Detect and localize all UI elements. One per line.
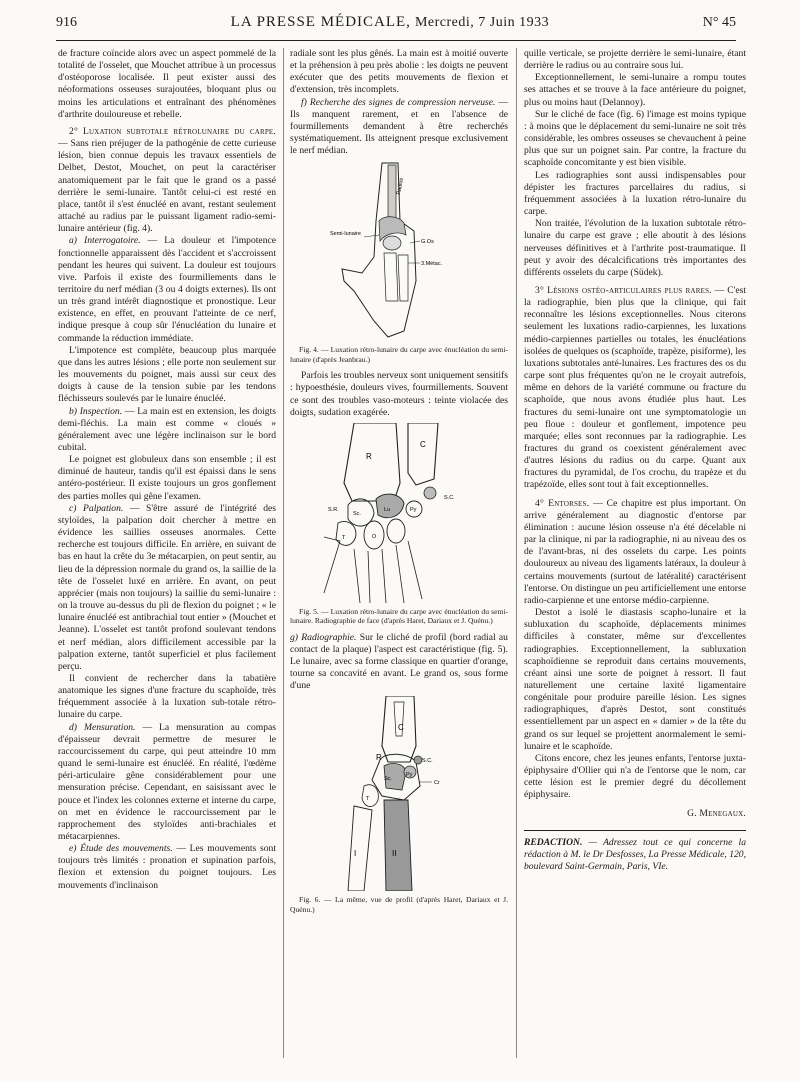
paragraph: c) Palpation. — S'être assuré de l'intégrité des styloïdes, la palpation doit chercher à mettre en évidence les saillies osseuses anormales. Cette recherche est toujours difficile. En arrière, en suivant de bas en haut la crête du 3e métacarpien, on peut sentir, au lieu de la dépression normale du grand os, la saillie de la tête de l'osselet luxé en arrière. En avant, on peut apprécier (mais non toujours) la saillie du semi-lunaire : on la trouve au-dessus du pli de flexion du poignet ; « le lunaire énucléé est antibrachial tout entier » (Mouchet et Jeanne). L'osselet est tantôt profond soulevant tendons et nerf médian, alors difficilement accessible par la palpation externe, tantôt superficiel et plus facilement perçu. xyxy=(58,502,276,672)
figure-4-caption: Fig. 4. — Luxation rétro-lunaire du carpe avec énucléation du semi-lunaire (d'après Jeanbrau.) xyxy=(290,345,508,364)
section-heading-4: 4° Entorses. — Ce chapitre est plus important. On arrive généralement au diagnostic d'entorse par élimination : aucune lésion osseuse n'a été décelable ni par la clinique, ni par la radiographie, ni au niveau des os de l'avant-bras, ni des osselets du carpe. Les points douloureux au niveau des ligaments latéraux, la douleur à certains mouvements (surtout de latéralité) caractérisent l'entorse. On distingue un peu artificiellement une entorse radio-carpienne et une entorse médio-carpienne. xyxy=(524,497,746,606)
page-number: 916 xyxy=(56,15,77,30)
fig5-label-c: C xyxy=(420,439,426,449)
fig6-label-sc-right: S.C. xyxy=(422,758,433,765)
fig6-label-py: Py xyxy=(406,772,413,779)
fig4-label-radius: Radius xyxy=(396,177,405,196)
paragraph: f) Recherche des signes de compression nerveuse. — Ils manquent rarement, et en l'absence de fourmillements demandent à être recherchés systématiquement. Ils atteignent presque exclusivement le nerf médian. xyxy=(290,96,508,157)
column-rule-2 xyxy=(516,48,517,1058)
fig6-label-c: C xyxy=(398,723,404,733)
paragraph: Exceptionnellement, le semi-lunaire a rompu toutes ses attaches et se trouve à la face antérieure du poignet, plus ou moins haut (Delannoy). xyxy=(524,72,746,108)
fig5-label-sr: S.R. xyxy=(328,506,339,513)
issue-number: N° 45 xyxy=(702,15,736,30)
fig5-label-py: Py xyxy=(410,506,417,513)
paragraph: e) Étude des mouvements. — Les mouvements sont toujours très limités : pronation et supination parfois, flexion et extension du poignet toujours. Les mouvements d'inclinaison xyxy=(58,843,276,891)
fig5-label-sc: Sc. xyxy=(353,510,361,517)
paragraph: de fracture coïncide alors avec un aspect pommelé de la totalité de l'osselet, que Mouchet attribue à un processus d'ostéoporose localisée. Il peut exister aussi des néoformations osseuses surajoutées, bloquant plus ou moins les articulations et entraînant des phénomènes d'arthrite douloureuse et rebelle. xyxy=(58,48,276,120)
column-2 xyxy=(290,48,508,1068)
hand-skeleton-drawing xyxy=(324,161,474,341)
paragraph: Le poignet est globuleux dans son ensemble ; il est diminué de hauteur, tandis qu'il est épaissi dans le sens antéro-postérieur. Il existe toujours un gros gonflement des parties molles qui gêne l'examen. xyxy=(58,454,276,502)
fig5-label-t: T xyxy=(342,534,346,541)
fig5-label-lu: Lu xyxy=(384,506,391,513)
paragraph: Destot a isolé le diastasis scapho-lunaire et la subluxation du scaphoïde, déplacements minimes difficiles à constater, même sur d'excellentes radiographies. Exceptionnellement, la subluxation scaphoïdienne se reproduit dans certains mouvements, créant ainsi une sorte de poignet à ressort. Il faut naturellement une certaine laxité ligamentaire congénitale pour produire pareille lésion. Les signes radiographiques, d'après Destot, sont constitués essentiellement par un aspect en « damier » de la tête du grand os sur lequel se projettent anormalement le semi-lunaire et le scaphoïde. xyxy=(524,607,746,752)
paragraph: Parfois les troubles nerveux sont uniquement sensitifs : hypoesthésie, douleurs vives, fourmillements. Souvent ce sont des troubles vaso-moteurs : teinte violacée des doigts, sudation exagérée. xyxy=(290,370,508,418)
fig5-label-sc-right: S.C. xyxy=(444,494,455,501)
figure-5 xyxy=(290,423,508,626)
section-heading-3: 3° Lésions ostéo-articulaires plus rares. — C'est la radiographie, bien plus que la clinique, qui fait reconnaître les lésions exceptionnelles. Nous citerons seulement les luxations radio-carpiennes, les luxations médio-carpiennes partielles ou totales, les énucléations isolées de quelques os (scaphoïde, trapèze, pisiforme), les luxations subtotales anté-lunaires. Les fractures des os du carpe sont plus fréquentes qu'on ne le croyait autrefois, même en dehors de la variété commune ou fracture du scaphoïde, que nous avons étudiée plus haut. Les fractures du semi-lunaire ont une symptomatologie un peu floue : douleur et gonflement, impotence peu marquée; elles sont reconnues par la radiographie. Les fractures du grand os coexistent généralement avec d'autres lésions du radius ou du carpe. Quant aux fractures du pyramidal, de l'os crochu, du trapèze et du trapézoïde, elles sont tout à fait exceptionnelles. xyxy=(524,284,746,491)
redaction-notice: REDACTION. — Adressez tout ce qui concerne la rédaction à M. le Dr Desfosses, La Presse Médicale, 120, boulevard Saint-Germain, Paris, VIe. xyxy=(524,830,746,873)
paragraph: b) Inspection. — La main est en extension, les doigts demi-fléchis. La main est comme « cloués » généralement avec une légère inclinaison sur le bord cubital. xyxy=(58,405,276,453)
fig4-label-gos: G.Os xyxy=(421,239,434,246)
fig6-label-r: R xyxy=(376,753,382,763)
author-signature: G. Menegaux. xyxy=(687,807,746,819)
xray-profile-drawing xyxy=(324,696,474,891)
fig6-label-one: I xyxy=(354,849,357,859)
fig5-label-r: R xyxy=(366,451,372,461)
column-1 xyxy=(58,48,276,1068)
fig6-label-two: II xyxy=(392,849,397,859)
paragraph: radiale sont les plus gênés. La main est à moitié ouverte et la préhension à peu près abolie : les doigts ne peuvent exécuter que des petits mouvements de flexion et d'extension, très incomplets. xyxy=(290,48,508,96)
column-3 xyxy=(524,48,746,1068)
paragraph: Citons encore, chez les jeunes enfants, l'entorse juxta-épiphysaire d'Ollier qui n'a de l'entorse que le nom, car cette lésion est le premier degré du décollement épiphysaire. xyxy=(524,752,746,801)
section-heading-2: 2° Luxation subtotale rétrolunaire du carpe. — Sans rien préjuger de la pathogénie de cette curieuse lésion, bien connue depuis les travaux essentiels de Delbet, Destot, Mouchet, on peut la caractériser anatomiquement par le fait que le grand os a passé derrière le semi-lunaire. Tantôt celui-ci est resté en place, tantôt il s'est énucléé en avant, restant seulement attaché au radius par le puissant ligament radio-semi-lunaire antérieur (fig. 4). xyxy=(58,125,276,235)
paragraph: g) Radiographie. Sur le cliché de profil (bord radial au contact de la plaque) l'aspect est caractéristique (fig. 5). Le lunaire, avec sa forme classique en quartier d'orange, tourne sa concavité en avant. Le grand os, sous forme d'une xyxy=(290,631,508,692)
xray-front-drawing xyxy=(304,423,494,603)
paragraph: d) Mensuration. — La mensuration au compas d'épaisseur devrait permettre de mesurer le raccourcissement du carpe, qui peut atteindre 10 mm quand le semi-lunaire est énucléé. En réalité, l'œdème péri-articulaire gêne considérablement pour une mensuration précise. Cependant, en saisissant avec le pouce et l'index les colonnes externe et interne du carpe, on met en évidence le raccourcissement par le rapprochement des styloïdes anti-brachiales et métacarpiennes. xyxy=(58,721,276,842)
paragraph: a) Interrogatoire. — La douleur et l'impotence fonctionnelle apparaissent dès l'accident et s'accroissent pendant les heures qui suivent. La douleur est toujours vive. Parfois il existe des fourmillements dans le territoire du nerf médian (3 ou 4 doigts externes). Ils ont un très grand intérêt diagnostique et pronostique. Leur existence, en effet, en prouvant l'atteinte de ce nerf, indique presque à coup sûr l'énucléation du lunaire et commande la réduction immédiate. xyxy=(58,235,276,344)
issue-date: Mercredi, 7 Juin 1933 xyxy=(414,15,550,30)
paragraph: Il convient de rechercher dans la tabatière anatomique les signes d'une fracture du scaphoïde, très fréquemment associée à la luxation sub-totale rétro-lunaire du carpe. xyxy=(58,672,276,721)
fig6-label-t: T xyxy=(366,796,370,803)
column-rule-1 xyxy=(283,48,284,1058)
paragraph: quille verticale, se projette derrière le semi-lunaire, étant derrière le radius ou au contraire sous lui. xyxy=(524,48,746,72)
publication-name: LA PRESSE MÉDICALE, xyxy=(230,14,411,30)
fig4-label-metac: 3.Métac. xyxy=(421,261,443,268)
paragraph: Sur le cliché de face (fig. 6) l'image est moins typique : à moins que le déplacement du semi-lunaire ne soit très considérable, les ombres osseuses se chevauchent à peine plus que sur un poignet sain. Par contre, la fracture du scaphoïde concomitante y est bien visible. xyxy=(524,108,746,169)
figure-5-caption: Fig. 5. — Luxation rétro-lunaire du carpe avec énucléation du semi-lunaire. Radiographie de face (d'après Haret, Dariaux et J. Quénu.) xyxy=(290,606,508,626)
figure-6 xyxy=(290,696,508,914)
paragraph: Non traitée, l'évolution de la luxation subtotale rétro-lunaire du carpe est grave ; elle aboutit à des lésions nerveuses définitives et à l'arthrite post-traumatique. Il peut y avoir des décalcifications très importantes des différents osselets du carpe (Südek). xyxy=(524,218,746,278)
figure-6-caption: Fig. 6. — La même, vue de profil (d'après Haret, Dariaux et J. Quénu.) xyxy=(290,895,508,914)
page-header xyxy=(56,14,736,41)
paragraph: Les radiographies sont aussi indispensables pour dépister les fractures parcellaires du radius, si fréquemment associées à la luxation rétro-lunaire du carpe. xyxy=(524,169,746,218)
fig5-label-o: O xyxy=(372,533,377,540)
figure-4 xyxy=(290,161,508,364)
paragraph: L'impotence est complète, beaucoup plus marquée que dans les autres lésions ; elle porte non seulement sur les mouvements du poignet, mais aussi sur ceux des doigts à cause de la tension subie par les tendons fléchisseurs soulevés par le lunaire énucléé. xyxy=(58,344,276,405)
fig4-label-lunaire: Semi-lunaire xyxy=(330,231,361,238)
fig6-label-sc: Sc. xyxy=(384,776,392,783)
journal-title xyxy=(231,14,549,31)
fig6-label-cr: Cr xyxy=(434,780,440,787)
